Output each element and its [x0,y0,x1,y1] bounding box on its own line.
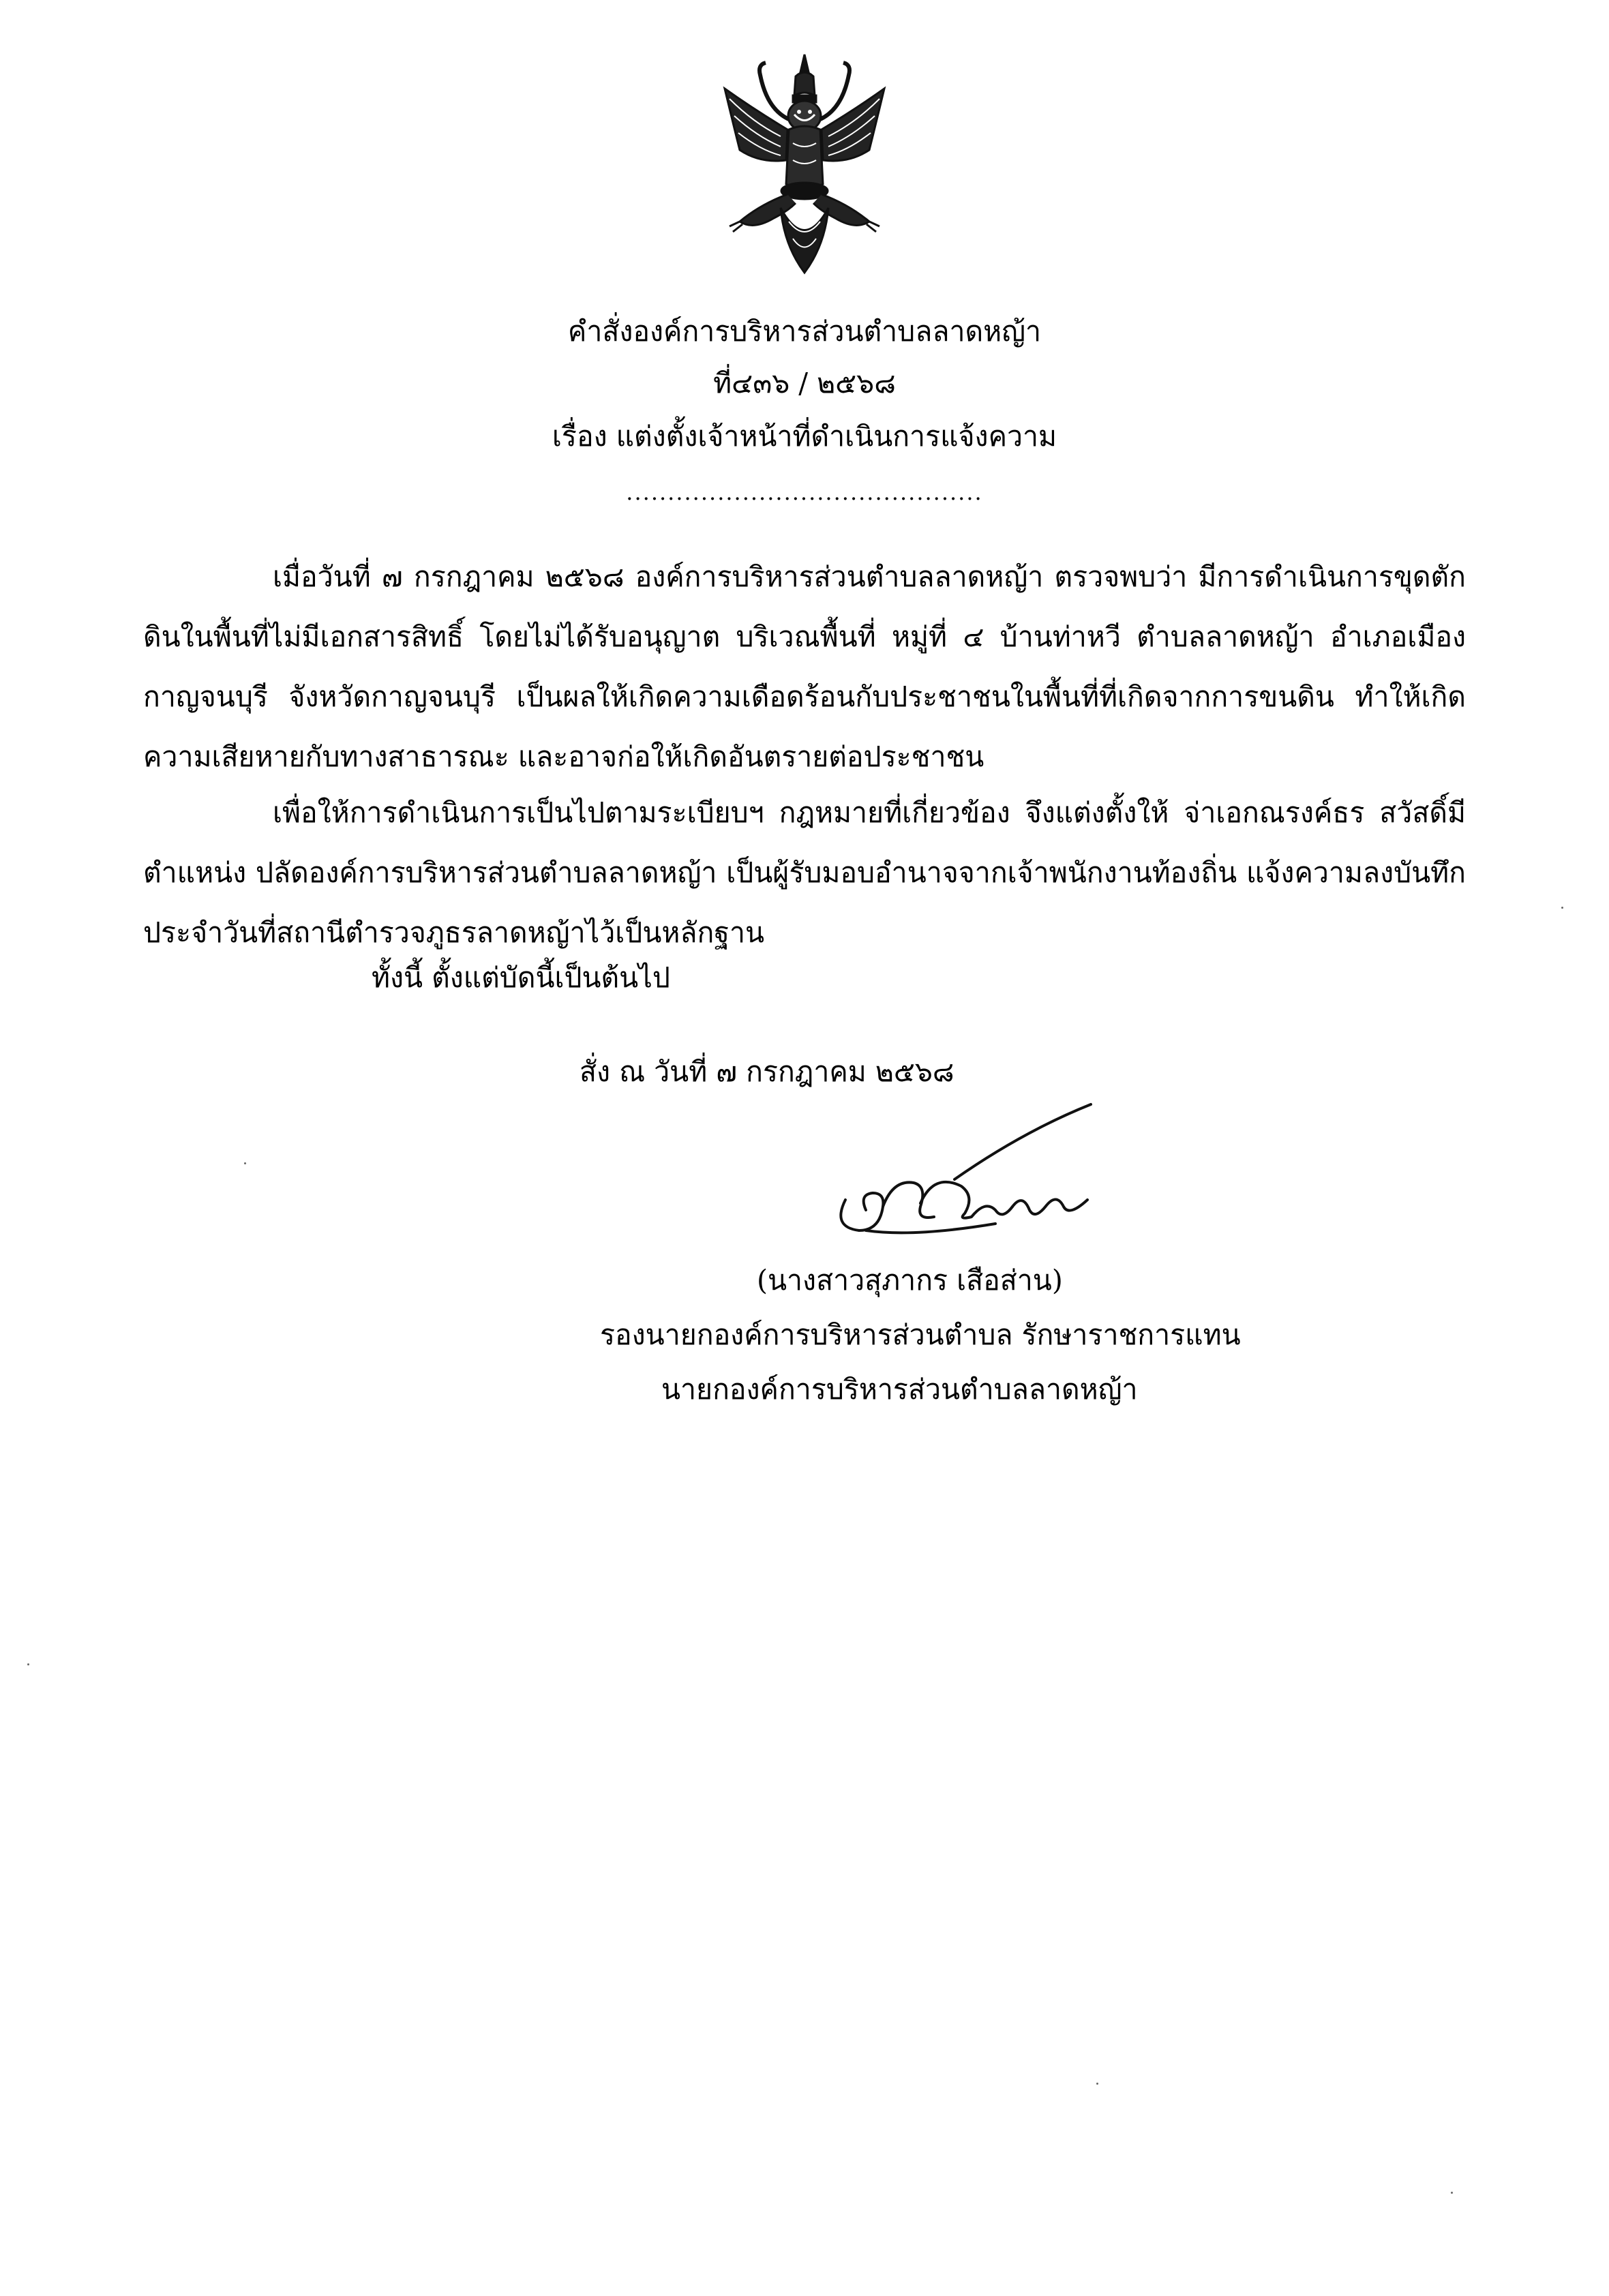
scan-speck [244,1162,246,1164]
garuda-emblem [712,48,897,286]
separator-dots: ........................................... [626,479,983,505]
scan-speck [1561,907,1563,909]
paragraph-1: เมื่อวันที่ ๗ กรกฎาคม ๒๕๖๘ องค์การบริหารส่วนตำบลลาดหญ้า ตรวจพบว่า มีการดำเนินการขุดตักดินในพื้นที่ไม่มีเอกสารสิทธิ์ โดยไม่ได้รับอนุญาต บริเวณพื้นที่ หมู่ที่ ๔ บ้านท่าหวี ตำบลลาดหญ้า อำเภอเมืองกาญจนบุรี จังหวัดกาญจนบุรี เป็นผลให้เกิดความเดือดร้อนกับประชาชนในพื้นที่ที่เกิดจากการขนดิน ทำให้เกิดความเสียหายกับทางสาธารณะ และอาจก่อให้เกิดอันตรายต่อประชาชน [143,560,1466,773]
scan-speck [27,1663,29,1665]
effective-statement: ทั้งนี้ ตั้งแต่บัดนี้เป็นต้นไป [372,961,670,994]
signer-name: (นางสาวสุภากร เสือส่าน) [757,1264,1063,1297]
document-subject: เรื่อง แต่งตั้งเจ้าหน้าที่ดำเนินการแจ้งความ [552,420,1057,453]
document-title: คำสั่งองค์การบริหารส่วนตำบลลาดหญ้า [567,315,1042,348]
signer-position-1: รองนายกองค์การบริหารส่วนตำบล รักษาราชการแทน [600,1318,1241,1351]
document-number: ที่๔๓๖ / ๒๕๖๘ [713,367,896,399]
order-date: สั่ง ณ วันที่ ๗ กรกฎาคม ๒๕๖๘ [580,1055,954,1088]
scan-speck [1096,2083,1098,2085]
handwritten-signature [818,1091,1104,1254]
signer-position-2: นายกองค์การบริหารส่วนตำบลลาดหญ้า [661,1373,1138,1406]
paragraph-2: เพื่อให้การดำเนินการเป็นไปตามระเบียบฯ กฎหมายที่เกี่ยวข้อง จึงแต่งตั้งให้ จ่าเอกณรงค์ธร สวัสดิ์มี ตำแหน่ง ปลัดองค์การบริหารส่วนตำบลลาดหญ้า เป็นผู้รับมอบอำนาจจากเจ้าพนักงานท้องถิ่น แจ้งความลงบันทึกประจำวันที่สถานีตำรวจภูธรลาดหญ้าไว้เป็นหลักฐาน [143,796,1466,949]
signature-block [586,1253,1336,1417]
scan-speck [1451,2192,1453,2194]
